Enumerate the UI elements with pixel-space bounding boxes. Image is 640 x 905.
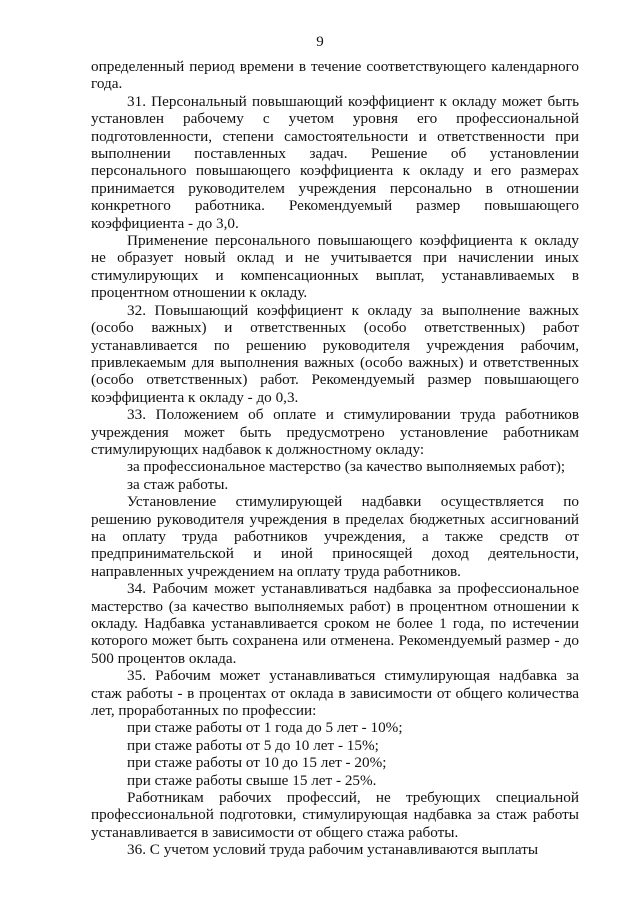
- list-item-seniority-5-10: при стаже работы от 5 до 10 лет - 15%;: [127, 736, 379, 754]
- list-item-seniority-10-15: при стаже работы от 10 до 15 лет - 20%;: [127, 754, 387, 772]
- list-item-seniority: за стаж работы.: [127, 475, 229, 493]
- paragraph-33: 33. Положением об оплате и стимулировании труда работников учреждения может быть предусмотрено установление работникам стимулирующих надбавок к должностному окладу:: [91, 406, 579, 458]
- paragraph-36: 36. С учетом условий труда рабочим устанавливаются выплаты: [127, 841, 539, 859]
- paragraph-34: 34. Рабочим может устанавливаться надбавка за профессиональное мастерство (за качество выполняемых работ) в процентном отношении к окладу. Надбавка устанавливается сроком не более 1 года, по истечении которого может быть сохранена или отменена. Рекомендуемый размер - до 500 процентов оклада.: [91, 580, 579, 667]
- paragraph-35-unskilled: Работникам рабочих профессий, не требующих специальной профессиональной подготовки, стимулирующая надбавка за стаж работы устанавливается в зависимости от общего стажа работы.: [91, 789, 579, 841]
- paragraph-31-application: Применение персонального повышающего коэффициента к окладу не образует новый оклад и не учитывается при начислении иных стимулирующих и компенсационных выплат, устанавливаемых в процентном отношении к окладу.: [91, 232, 579, 302]
- page-number: 9: [316, 34, 324, 50]
- list-item-seniority-15-plus: при стаже работы свыше 15 лет - 25%.: [127, 771, 377, 789]
- paragraph-31: 31. Персональный повышающий коэффициент к окладу может быть установлен рабочему с учетом уровня его профессиональной подготовленности, степени самостоятельности и ответственности при выполнении поставленных задач. Решение об установлении персонального повышающего коэффициента к окладу и его размерах принимается руководителем учреждения персонально в отношении конкретного работника. Рекомендуемый размер повышающего коэффициента - до 3,0.: [91, 92, 579, 232]
- list-item-seniority-1-5: при стаже работы от 1 года до 5 лет - 10%;: [127, 719, 403, 737]
- list-item-mastery: за профессиональное мастерство (за качество выполняемых работ);: [127, 458, 566, 476]
- document-body: [91, 58, 579, 859]
- paragraph-35: 35. Рабочим может устанавливаться стимулирующая надбавка за стаж работы - в процентах от оклада в зависимости от общего количества лет, проработанных по профессии:: [91, 667, 579, 720]
- paragraph-continuation: определенный период времени в течение соответствующего календарного года.: [91, 58, 579, 93]
- paragraph-33-establishment: Установление стимулирующей надбавки осуществляется по решению руководителя учреждения в пределах бюджетных ассигнований на оплату труда работников учреждения, а также средств от предпринимательской и иной приносящей доход деятельности, направленных учреждением на оплату труда работников.: [91, 493, 579, 580]
- paragraph-32: 32. Повышающий коэффициент к окладу за выполнение важных (особо важных) и ответственных (особо ответственных) работ устанавливается по решению руководителя учреждения рабочим, привлекаемым для выполнения важных (особо важных) и ответственных (особо ответственных) работ. Рекомендуемый размер повышающего коэффициента к окладу - до 0,3.: [91, 301, 579, 406]
